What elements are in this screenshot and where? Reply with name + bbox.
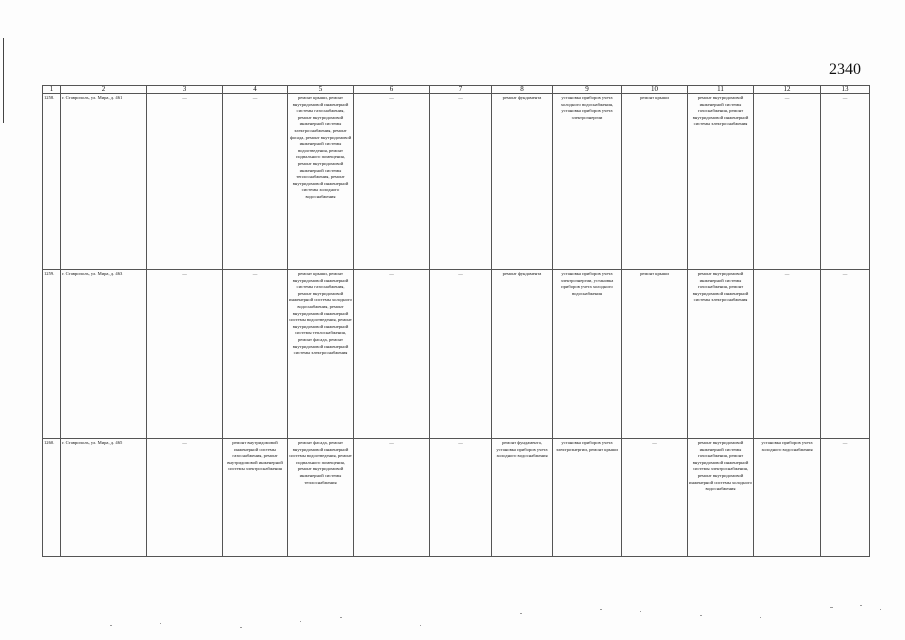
table-cell: ремонт крыши	[622, 270, 688, 439]
column-header: 10	[622, 86, 688, 94]
table-cell: —	[223, 270, 288, 439]
page-number: 2340	[829, 61, 861, 78]
column-header: 7	[430, 86, 492, 94]
table-cell: —	[821, 94, 870, 270]
table-cell: ремонт внутридомовой инженерной системы газоснабжения, ремонт внутридомовой инженерной системы электроснабжения, ремонт внутридомовой инженерной системы холодного водоснабжения	[688, 439, 754, 557]
table-cell: установка приборов учета холодного водоснабжения, установка приборов учета электроэнергии	[553, 94, 622, 270]
table-cell: —	[622, 439, 688, 557]
table-cell: —	[754, 270, 821, 439]
column-header: 2	[61, 86, 147, 94]
address-cell: г. Ставрополь, ул. Мира, д. 461	[61, 94, 147, 270]
table-cell: —	[430, 94, 492, 270]
column-header: 3	[147, 86, 223, 94]
table-cell: —	[821, 439, 870, 557]
table-cell: ремонт фундамента	[492, 94, 553, 270]
row-number: 1260.	[43, 439, 61, 557]
table-cell: ремонт фундамента	[492, 270, 553, 439]
table-cell: —	[147, 270, 223, 439]
table-cell: ремонт внутридомовой инженерной системы газоснабжения, ремонт внутридомовой инженерной системы электроснабжения	[688, 270, 754, 439]
row-number: 1259.	[43, 270, 61, 439]
table-cell: —	[147, 439, 223, 557]
column-number-header-row	[43, 86, 870, 94]
column-header: 6	[354, 86, 430, 94]
table-cell: —	[754, 94, 821, 270]
table-cell: ремонт крыши, ремонт внутридомовой инженерной системы газоснабжения, ремонт внутридомовой инженерной системы электроснабжения, ремонт фасада, ремонт внутридомовой инженерной системы водоотведения, ремонт подвального помещения, ремонт внутридомовой инженерной системы теплоснабжения, ремонт внутридомовой инженерной системы холодного водоснабжения	[288, 94, 354, 270]
table-cell: ремонт фасада, ремонт внутридомовой инженерной системы водоотведения, ремонт подвального помещения, ремонт внутридомовой инженерной системы теплоснабжения	[288, 439, 354, 557]
table-cell: —	[430, 439, 492, 557]
table-row	[43, 270, 870, 439]
column-header: 5	[288, 86, 354, 94]
table-cell: ремонт крыши, ремонт внутридомовой инженерной системы газоснабжения, ремонт внутридомовой инженерной системы холодного водоснабжения, ремонт внутридомовой инженерной системы водоотведения, ремонт внутридомовой инженерной системы теплоснабжения, ремонт фасада, ремонт внутридомовой инженерной системы электроснабжения	[288, 270, 354, 439]
address-cell: г. Ставрополь, ул. Мира, д. 463	[61, 270, 147, 439]
address-cell: г. Ставрополь, ул. Мира, д. 465	[61, 439, 147, 557]
table-cell: ремонт внутридомовой инженерной системы газоснабжения, ремонт внутридомовой инженерной системы электроснабжения	[223, 439, 288, 557]
table-cell: —	[430, 270, 492, 439]
table-cell: ремонт крыши	[622, 94, 688, 270]
row-number: 1258.	[43, 94, 61, 270]
table-cell: —	[354, 270, 430, 439]
table-cell: —	[354, 439, 430, 557]
repair-schedule-table	[42, 85, 870, 557]
table-cell: ремонт внутридомовой инженерной системы газоснабжения, ремонт внутридомовой инженерной системы электроснабжения	[688, 94, 754, 270]
table-cell: —	[821, 270, 870, 439]
column-header: 12	[754, 86, 821, 94]
column-header: 1	[43, 86, 61, 94]
table-cell: установка приборов учета холодного водоснабжения	[754, 439, 821, 557]
column-header: 9	[553, 86, 622, 94]
table-cell: установка приборов учета электроэнергии, ремонт крыши	[553, 439, 622, 557]
binding-edge-line	[3, 38, 4, 123]
table-row	[43, 94, 870, 270]
table-cell: ремонт фундамента, установка приборов учета холодного водоснабжения	[492, 439, 553, 557]
column-header: 4	[223, 86, 288, 94]
scan-noise-decoration	[0, 595, 905, 635]
column-header: 11	[688, 86, 754, 94]
table-cell: —	[354, 94, 430, 270]
table-cell: установка приборов учета электроэнергии, установка приборов учета холодного водоснабжения	[553, 270, 622, 439]
column-header: 8	[492, 86, 553, 94]
table-row	[43, 439, 870, 557]
table-cell: —	[223, 94, 288, 270]
column-header: 13	[821, 86, 870, 94]
table-cell: —	[147, 94, 223, 270]
